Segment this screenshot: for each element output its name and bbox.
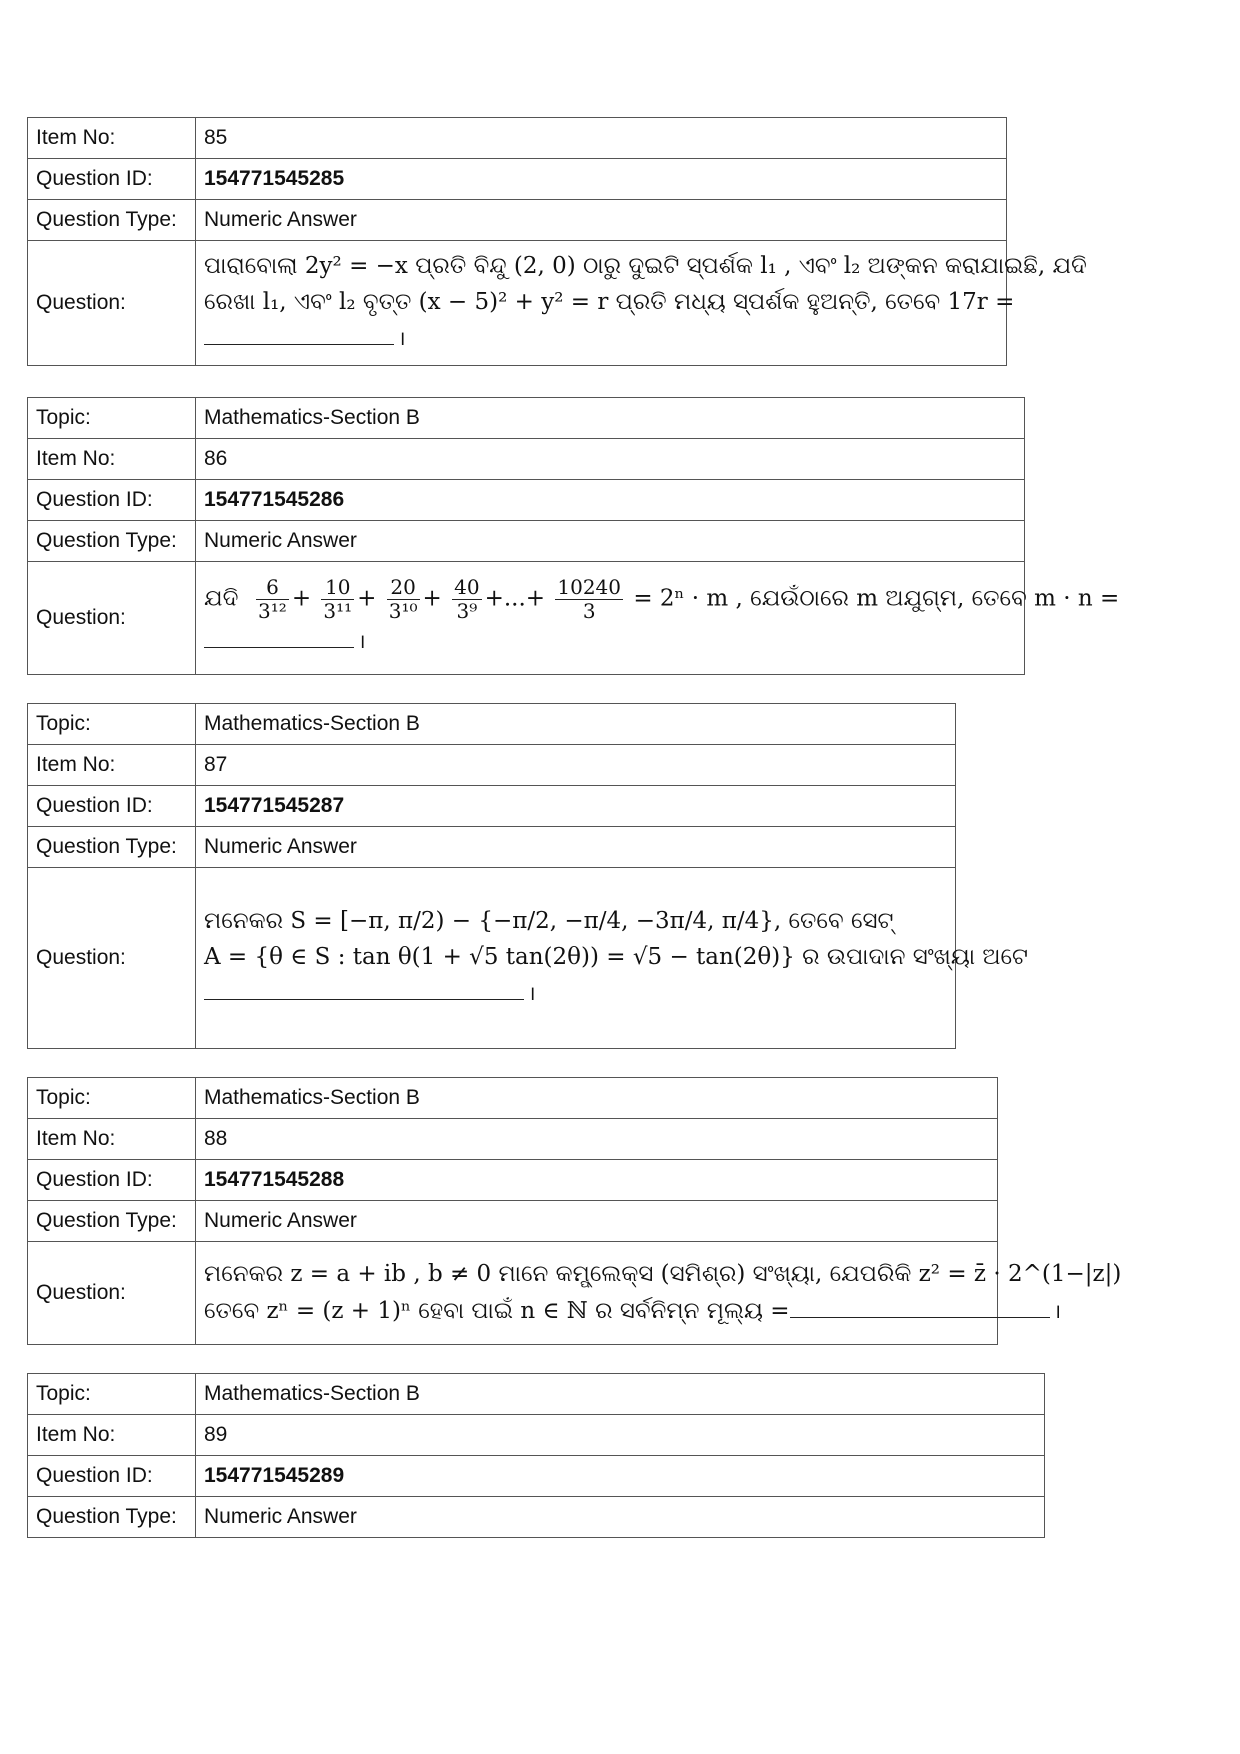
- end-mark: ।: [398, 328, 406, 351]
- question-row: [28, 1242, 998, 1345]
- question-row: [28, 241, 1007, 366]
- question-type-label: Question Type:: [28, 1497, 196, 1538]
- question-id-label: Question ID:: [28, 159, 196, 200]
- item-no-label: Item No:: [28, 118, 196, 159]
- fraction-5: $\frac{10240}{3}$: [557, 575, 621, 624]
- question-id-label: Question ID:: [28, 1160, 196, 1201]
- question-row: [28, 868, 956, 1049]
- question-label: Question:: [28, 1242, 196, 1345]
- topic-value: Mathematics-Section B: [196, 704, 956, 745]
- topic-label: Topic:: [28, 1374, 196, 1415]
- question-label: Question:: [28, 241, 196, 366]
- tail-text: , ଯେଉଁଠାରେ m ଅଯୁଗ୍ମ, ତେବେ m · n =: [735, 585, 1120, 612]
- topic-row: [28, 1374, 1045, 1415]
- question-line-1: ପାରାବୋଲା 2y² = −x ପ୍ରତି ବିନ୍ଦୁ (2, 0) ଠାରୁ ଦୁଇଟି ସ୍ପର୍ଶକ l₁ , ଏବଂ l₂ ଅଙ୍କନ କରାଯାଇଛି, ଯଦି: [204, 253, 1087, 280]
- question-id-value: 154771545288: [196, 1160, 998, 1201]
- topic-row: [28, 1078, 998, 1119]
- item-no-value: 87: [196, 745, 956, 786]
- fraction-1: $\frac{6}{\text{3¹²}}$: [258, 575, 287, 624]
- question-type-value: Numeric Answer: [196, 200, 1007, 241]
- item-no-row: [28, 118, 1007, 159]
- answer-blank: [204, 975, 524, 1000]
- question-id-row: [28, 480, 1025, 521]
- item-no-label: Item No:: [28, 745, 196, 786]
- question-table-86: [27, 397, 1120, 675]
- question-table-85: [27, 117, 1087, 366]
- question-id-label: Question ID:: [28, 786, 196, 827]
- question-label: Question:: [28, 868, 196, 1049]
- topic-row: [28, 398, 1025, 439]
- item-no-label: Item No:: [28, 439, 196, 480]
- question-id-row: [28, 159, 1007, 200]
- question-label: Question:: [28, 562, 196, 675]
- question-row: [28, 562, 1025, 675]
- question-type-row: [28, 1201, 998, 1242]
- item-no-row: [28, 745, 956, 786]
- question-id-row: [28, 786, 956, 827]
- question-type-value: Numeric Answer: [196, 827, 956, 868]
- question-id-value: 154771545289: [196, 1456, 1045, 1497]
- item-no-value: 86: [196, 439, 1025, 480]
- question-id-value: 154771545287: [196, 786, 956, 827]
- question-type-value: Numeric Answer: [196, 1201, 998, 1242]
- question-text: [196, 868, 1028, 1049]
- question-id-row: [28, 1456, 1045, 1497]
- question-table-89: [27, 1373, 1045, 1538]
- question-line-1: ମନେକର z = a + ib , b ≠ 0 ମାନେ କମ୍ପ୍ଲେକ୍ସ (ସମିଶ୍ର) ସଂଖ୍ୟା, ଯେପରିକି z² = z̄ · 2^(1−|z|): [204, 1260, 1122, 1287]
- item-no-value: 85: [196, 118, 1007, 159]
- question-type-value: Numeric Answer: [196, 521, 1025, 562]
- topic-label: Topic:: [28, 398, 196, 439]
- question-id-label: Question ID:: [28, 1456, 196, 1497]
- question-type-label: Question Type:: [28, 827, 196, 868]
- topic-value: Mathematics-Section B: [196, 398, 1025, 439]
- question-type-row: [28, 200, 1007, 241]
- item-no-row: [28, 1415, 1045, 1456]
- end-mark: ।: [358, 631, 366, 654]
- item-no-label: Item No:: [28, 1415, 196, 1456]
- topic-value: Mathematics-Section B: [196, 1374, 1045, 1415]
- item-no-row: [28, 1119, 998, 1160]
- topic-label: Topic:: [28, 1078, 196, 1119]
- question-text: [196, 241, 1087, 366]
- fraction-4: $\frac{40}{\text{3⁹}}$: [454, 575, 480, 624]
- answer-blank: [204, 320, 394, 345]
- question-table-88: [27, 1077, 1122, 1345]
- answer-blank: [790, 1293, 1050, 1318]
- question-id-row: [28, 1160, 998, 1201]
- question-id-label: Question ID:: [28, 480, 196, 521]
- item-no-row: [28, 439, 1025, 480]
- question-type-label: Question Type:: [28, 521, 196, 562]
- question-type-label: Question Type:: [28, 1201, 196, 1242]
- fraction-2: $\frac{10}{\text{3¹¹}}$: [323, 575, 353, 624]
- question-line-2: A = {θ ∈ S : tan θ(1 + √5 tan(2θ)) = √5 − tan(2θ)} ର ଉପାଦାନ ସଂଖ୍ୟା ଅଟେ: [204, 943, 1028, 970]
- question-type-row: [28, 521, 1025, 562]
- question-id-value: 154771545285: [196, 159, 1007, 200]
- question-line-1: ମନେକର S = [−π, π/2) − {−π/2, −π/4, −3π/4, π/4}, ତେବେ ସେଟ୍: [204, 908, 894, 935]
- topic-label: Topic:: [28, 704, 196, 745]
- item-no-value: 88: [196, 1119, 998, 1160]
- question-type-row: [28, 1497, 1045, 1538]
- question-text: [196, 1242, 1122, 1345]
- question-table-87: [27, 703, 1028, 1049]
- prefix-text: ଯଦି: [204, 585, 239, 612]
- question-line-2: ତେବେ zⁿ = (z + 1)ⁿ ହେବା ପାଇଁ n ∈ ℕ ର ସର୍ବନିମ୍ନ ମୂଲ୍ୟ =: [204, 1297, 790, 1324]
- item-no-value: 89: [196, 1415, 1045, 1456]
- topic-row: [28, 704, 956, 745]
- question-type-row: [28, 827, 956, 868]
- answer-blank: [204, 623, 354, 648]
- question-id-value: 154771545286: [196, 480, 1025, 521]
- equals-part: = 2ⁿ · m: [633, 585, 729, 612]
- end-mark: ।: [1053, 1300, 1062, 1323]
- end-mark: ।: [528, 983, 536, 1006]
- question-line-2: ରେଖା l₁, ଏବଂ l₂ ବୃତ୍ତ (x − 5)² + y² = r ପ୍ରତି ମଧ୍ୟ ସ୍ପର୍ଶକ ହୁଅନ୍ତି, ତେବେ 17r =: [204, 288, 1015, 315]
- item-no-label: Item No:: [28, 1119, 196, 1160]
- topic-value: Mathematics-Section B: [196, 1078, 998, 1119]
- question-type-label: Question Type:: [28, 200, 196, 241]
- fraction-3: $\frac{20}{\text{3¹⁰}}$: [388, 575, 418, 624]
- question-text: ଯଦି $\frac{6}{\text{3¹²}}$ + $\frac{10}{\text{3¹¹}}$ + $\frac{20}{\text{3¹⁰}}$ + $\frac{40}{\text{3⁹}}$ +...+ $\frac{10240}{3}$ = 2ⁿ · m , ଯେଉଁଠାରେ m ଅଯୁଗ୍ମ, ତେବେ m · n = ।: [196, 562, 1025, 675]
- question-type-value: Numeric Answer: [196, 1497, 1045, 1538]
